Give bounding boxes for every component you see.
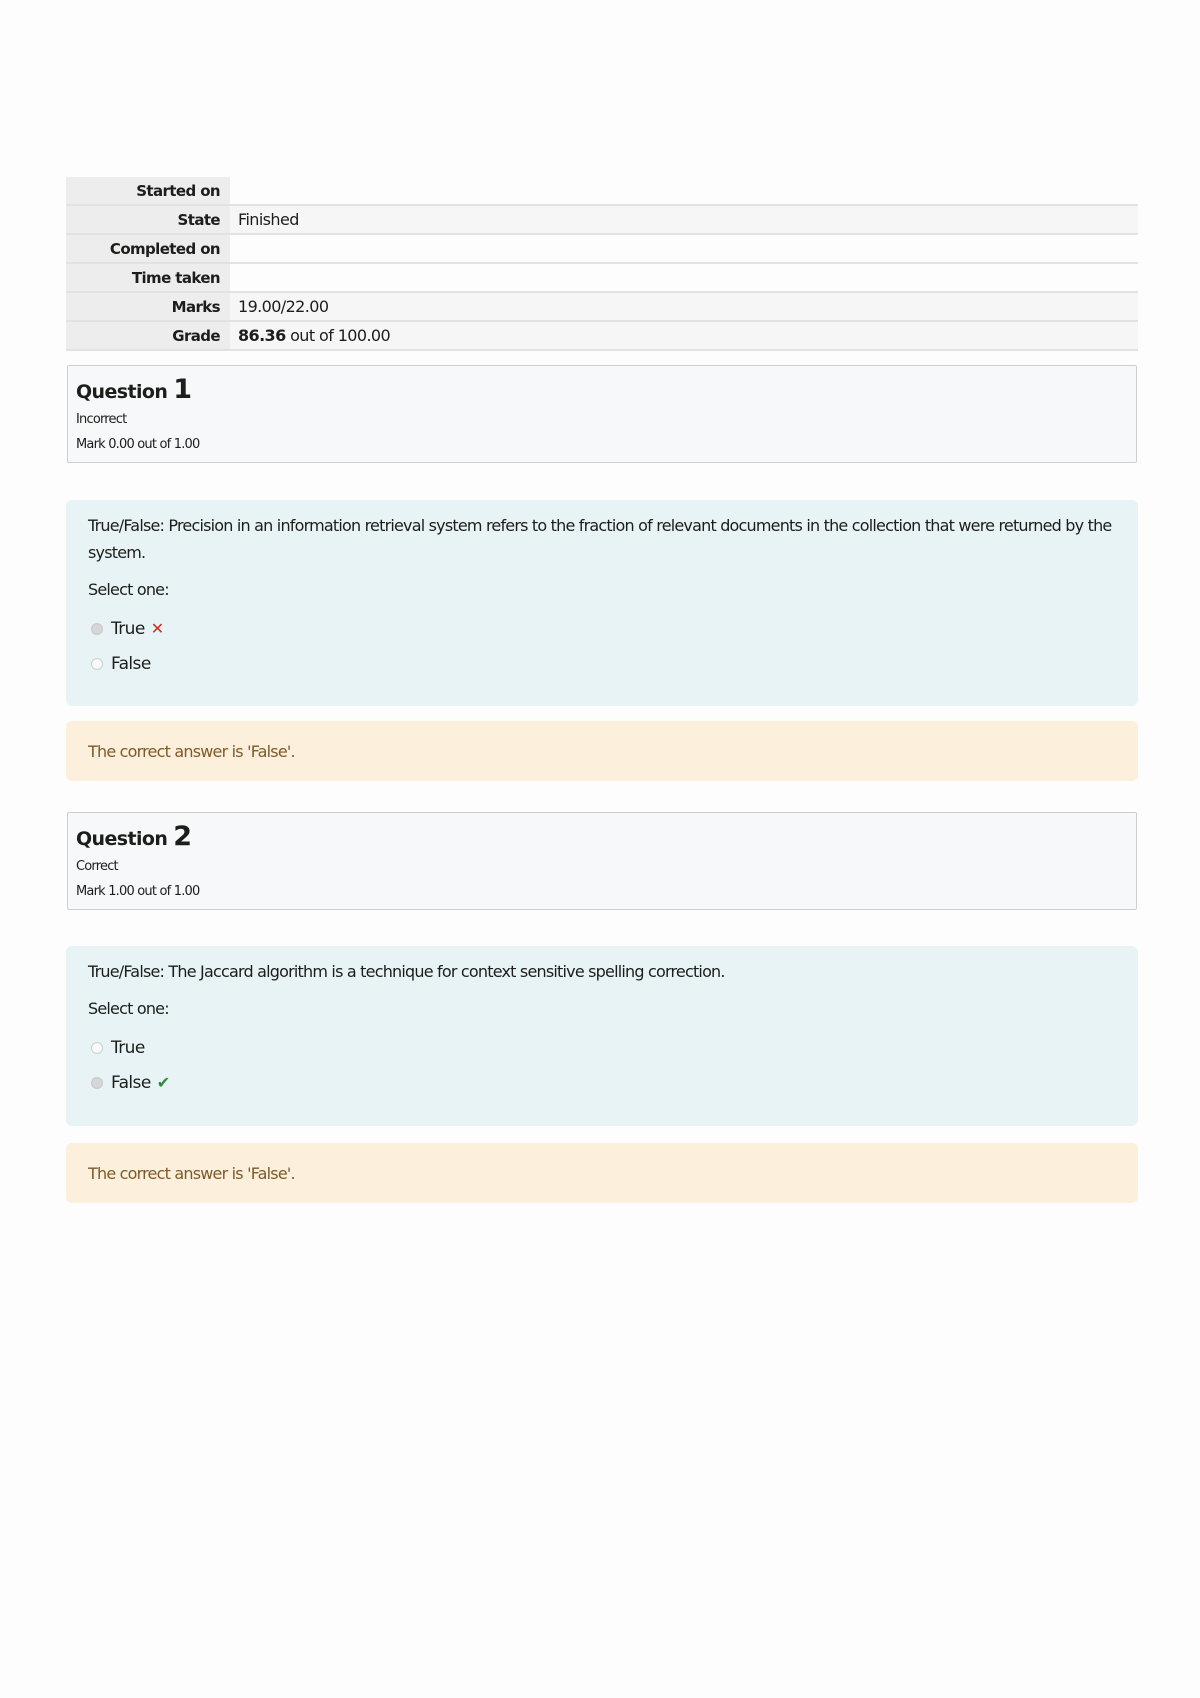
check-icon: ✔ xyxy=(156,1073,170,1092)
summary-label: Grade xyxy=(66,321,230,350)
answer-option-false[interactable] xyxy=(88,646,1116,681)
answer-option-false[interactable] xyxy=(88,1065,1116,1100)
summary-row-time xyxy=(66,263,1138,292)
question-state: Correct xyxy=(76,859,118,874)
summary-row-started xyxy=(66,177,1138,205)
answer-options xyxy=(88,1030,1116,1100)
summary-row-marks xyxy=(66,292,1138,321)
summary-label: State xyxy=(66,205,230,234)
select-prompt: Select one: xyxy=(88,999,169,1018)
question-number: 2 xyxy=(173,821,192,852)
question-state: Incorrect xyxy=(76,412,127,427)
question-title xyxy=(76,823,1128,853)
right-answer-feedback-2: The correct answer is 'False'. xyxy=(66,1143,1138,1203)
radio-button[interactable] xyxy=(91,623,103,635)
radio-button[interactable] xyxy=(91,1042,103,1054)
option-label: True xyxy=(111,1037,145,1058)
attempt-summary-table xyxy=(66,177,1138,351)
summary-label: Completed on xyxy=(66,234,230,263)
question-number: 1 xyxy=(173,374,192,405)
select-prompt: Select one: xyxy=(88,580,169,599)
grade-value: 86.36 xyxy=(238,326,286,345)
cross-icon: ✕ xyxy=(150,619,164,638)
summary-row-state xyxy=(66,205,1138,234)
answer-option-true[interactable] xyxy=(88,1030,1116,1065)
summary-value xyxy=(230,321,1138,350)
summary-label: Time taken xyxy=(66,263,230,292)
summary-row-grade xyxy=(66,321,1138,350)
answer-options xyxy=(88,611,1116,681)
option-label: False xyxy=(111,1072,151,1093)
question-formulation-1 xyxy=(66,500,1138,706)
summary-value: 19.00/22.00 xyxy=(230,292,1138,321)
summary-value xyxy=(230,177,1138,205)
question-text: True/False: Precision in an information retrieval system refers to the fraction of relevant documents in the collection that were returned by the system. xyxy=(88,516,1112,562)
question-info-2 xyxy=(67,812,1137,910)
option-label: False xyxy=(111,653,151,674)
summary-value xyxy=(230,263,1138,292)
question-info-1 xyxy=(67,365,1137,463)
question-label: Question xyxy=(76,828,168,850)
question-grade: Mark 0.00 out of 1.00 xyxy=(76,437,200,452)
summary-row-completed xyxy=(66,234,1138,263)
right-answer-feedback-1: The correct answer is 'False'. xyxy=(66,721,1138,781)
option-label: True xyxy=(111,618,145,639)
radio-button[interactable] xyxy=(91,1077,103,1089)
summary-label: Started on xyxy=(66,177,230,205)
summary-value: Finished xyxy=(230,205,1138,234)
question-text: True/False: The Jaccard algorithm is a technique for context sensitive spelling correction. xyxy=(88,962,725,981)
question-label: Question xyxy=(76,381,168,403)
grade-out-of: out of 100.00 xyxy=(285,326,391,345)
summary-value xyxy=(230,234,1138,263)
question-grade: Mark 1.00 out of 1.00 xyxy=(76,884,200,899)
summary-label: Marks xyxy=(66,292,230,321)
answer-option-true[interactable] xyxy=(88,611,1116,646)
question-title xyxy=(76,376,1128,406)
question-formulation-2 xyxy=(66,946,1138,1126)
radio-button[interactable] xyxy=(91,658,103,670)
